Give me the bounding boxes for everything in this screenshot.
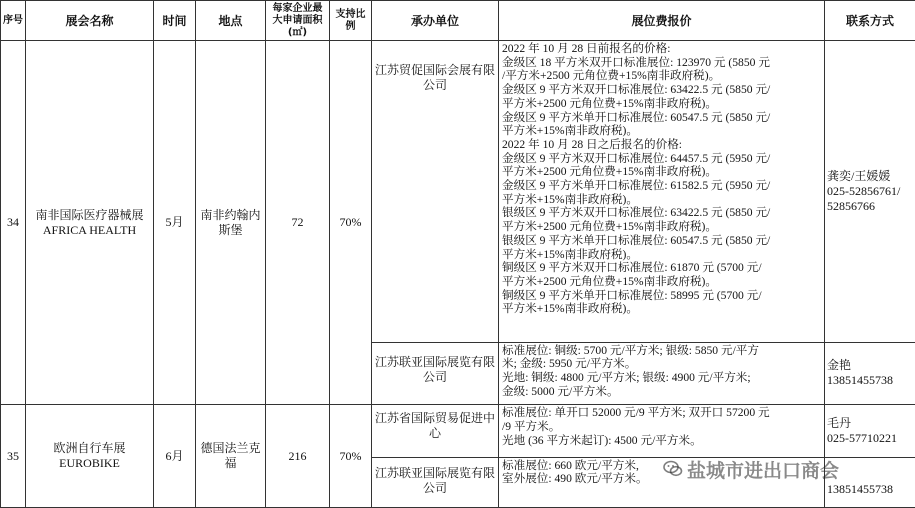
contact-line: 金艳 [827,358,852,373]
row-time: 6月 [154,405,196,508]
fee-line: 平方米+2500 元角位费+15%南非政府税)。 [502,274,717,288]
contact-line: 52856766 [827,198,875,213]
fee-line: 铜级区 9 平方米双开口标准展位: 61870 元 (5700 元/ [502,261,762,275]
fee-line: 2022 年 10 月 28 日之后报名的价格: [502,137,683,151]
fee-line: 标准展位: 单开口 52000 元/9 平方米; 双开口 57200 元 [502,406,770,420]
fee-line: 金级区 9 平方米双开口标准展位: 64457.5 元 (5950 元/ [502,151,771,165]
fee-quote [499,41,825,343]
row-seq: 34 [1,41,26,405]
fee-line: 银级区 9 平方米双开口标准展位: 63422.5 元 (5850 元/ [502,206,771,220]
table-row [1,41,915,343]
fee-line: 光地: 铜级: 4800 元/平方米; 银级: 4900 元/平方米; [502,370,751,384]
fee-line: 金级: 5000 元/平方米。 [502,384,619,398]
table-row [1,405,915,457]
organizer-name: 江苏省国际贸易促进中心 [372,405,499,457]
contact-line: 毛丹 [827,415,852,430]
fee-quote [499,405,825,457]
organizer-name: 江苏联亚国际展览有限公司 [372,457,499,507]
fee-line: 2022 年 10 月 28 日前报名的价格: [502,42,671,55]
contact-line [827,467,913,482]
row-area: 72 [266,41,330,405]
fee-line: 金级区 9 平方米单开口标准展位: 61582.5 元 (5950 元/ [502,179,771,193]
fee-line: 光地 (36 平方米起订): 4500 元/平方米。 [502,433,702,447]
header-name: 展会名称 [26,1,154,41]
row-ratio: 70% [330,41,372,405]
fee-line: 平方米+15%南非政府税)。 [502,192,638,206]
row-place: 德国法兰克福 [196,405,266,508]
row-area: 216 [266,405,330,508]
header-place: 地点 [196,1,266,41]
row-ratio: 70% [330,405,372,508]
row-time: 5月 [154,41,196,405]
fee-line: 平方米+15%南非政府税)。 [502,124,638,138]
fee-line: 米; 金级: 5950 元/平方米。 [502,357,637,371]
fee-line: 平方米+2500 元角位费+15%南非政府税)。 [502,96,717,110]
fee-line: 室外展位: 490 欧元/平方米。 [502,472,648,486]
header-fee: 展位费报价 [499,1,825,41]
header-ratio: 支持比例 [330,1,372,41]
header-area: 每家企业最大申请面积(㎡) [266,1,330,41]
fee-line: 平方米+2500 元角位费+15%南非政府税)。 [502,165,717,179]
contact-line: 13851455738 [827,482,893,497]
contact-line: 龚奕/王媛媛 [827,168,891,183]
fee-line: 金级区 9 平方米双开口标准展位: 63422.5 元 (5850 元/ [502,83,771,97]
fee-line: 平方米+2500 元角位费+15%南非政府税)。 [502,220,717,234]
contact-info [825,41,915,343]
organizer-name: 江苏贸促国际会展有限公司 [372,41,499,343]
wechat-icon [663,460,683,481]
contact-info [825,342,915,405]
contact-info [825,405,915,457]
fee-line: 金级区 9 平方米单开口标准展位: 60547.5 元 (5850 元/ [502,110,771,124]
header-time: 时间 [154,1,196,41]
contact-line: 025-57710221 [827,430,897,445]
fee-line: 平方米+15%南非政府税)。 [502,247,638,261]
row-exhibition-name: 南非国际医疗器械展 AFRICA HEALTH [26,41,154,405]
fee-line: 标准展位: 660 欧元/平方米, [502,458,639,472]
contact-line: 13851455738 [827,373,893,388]
fee-line: 银级区 9 平方米单开口标准展位: 60547.5 元 (5850 元/ [502,233,771,247]
header-row [1,1,915,41]
fee-quote [499,342,825,405]
row-seq: 35 [1,405,26,508]
row-exhibition-name: 欧洲自行车展 EUROBIKE [26,405,154,508]
row-place: 南非约翰内斯堡 [196,41,266,405]
contact-line: 025-52856761/ [827,183,901,198]
fee-line: /平方米+2500 元角位费+15%南非政府税)。 [502,69,721,83]
watermark [663,456,839,483]
organizer-name: 江苏联亚国际展览有限公司 [372,342,499,405]
fee-line: 平方米+15%南非政府税)。 [502,302,638,316]
fee-line: /9 平方米。 [502,419,561,433]
fee-line: 金级区 18 平方米双开口标准展位: 123970 元 (5850 元 [502,55,770,69]
watermark-text: 盐城市进出口商会 [687,460,840,482]
header-organizer: 承办单位 [372,1,499,41]
fee-line: 铜级区 9 平方米单开口标准展位: 58995 元 (5700 元/ [502,288,762,302]
fee-line: 标准展位: 铜级: 5700 元/平方米; 银级: 5850 元/平方 [502,343,759,357]
header-seq: 序号 [1,1,26,41]
header-contact: 联系方式 [825,1,915,41]
